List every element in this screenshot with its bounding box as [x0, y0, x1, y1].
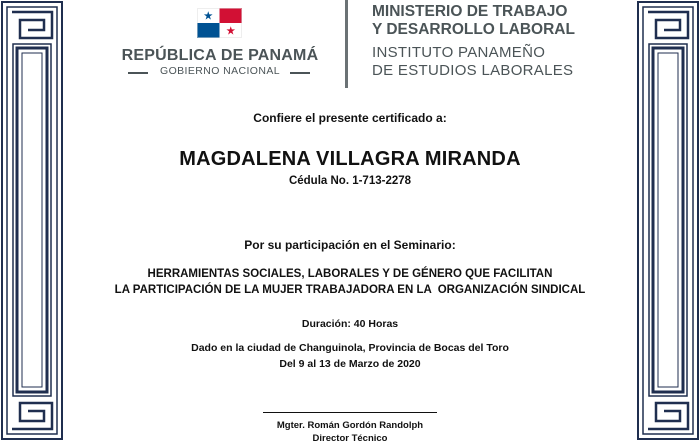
signer-title: Director Técnico: [312, 433, 388, 444]
certificate-header: [0, 0, 700, 100]
institute-line: INSTITUTO PANAMEÑO: [372, 44, 546, 61]
duration-text: Duración: 40 Horas: [301, 318, 399, 330]
seminar-title: [66, 266, 634, 298]
government-name: GOBIERNO NACIONAL: [160, 65, 280, 77]
confiere-text: Confiere el presente certificado a:: [253, 111, 447, 125]
decorative-line: [290, 72, 310, 74]
republic-name: REPÚBLICA DE PANAMÁ: [121, 47, 319, 64]
decorative-line: [128, 72, 148, 74]
ministry-line: Y DESARROLLO LABORAL: [372, 21, 575, 38]
seminar-title-line: HERRAMIENTAS SOCIALES, LABORALES Y DE GÉNERO QUE FACILITAN: [147, 268, 553, 280]
ministry-name: [372, 3, 575, 39]
seminar-title-line: LA PARTICIPACIÓN DE LA MUJER TRABAJADORA EN LA ORGANIZACIÓN SINDICAL: [114, 284, 586, 296]
institute-line: DE ESTUDIOS LABORALES: [372, 62, 574, 79]
signature-line: [263, 412, 437, 413]
date-text: Del 9 al 13 de Marzo de 2020: [279, 358, 421, 370]
header-divider: [345, 0, 348, 88]
signer-block: [66, 419, 634, 445]
place-text: Dado en la ciudad de Changuinola, Provincia de Bocas del Toro: [191, 342, 509, 354]
institute-name: [372, 44, 573, 80]
panama-flag-icon: [197, 8, 242, 38]
ministry-line: MINISTERIO DE TRABAJO: [372, 3, 568, 20]
signer-name: Mgter. Román Gordón Randolph: [276, 420, 424, 431]
cedula-number: Cédula No. 1-713-2278: [288, 175, 412, 187]
participation-text: Por su participación en el Seminario:: [244, 238, 456, 252]
recipient-name: MAGDALENA VILLAGRA MIRANDA: [179, 148, 521, 170]
place-date: [66, 340, 634, 372]
